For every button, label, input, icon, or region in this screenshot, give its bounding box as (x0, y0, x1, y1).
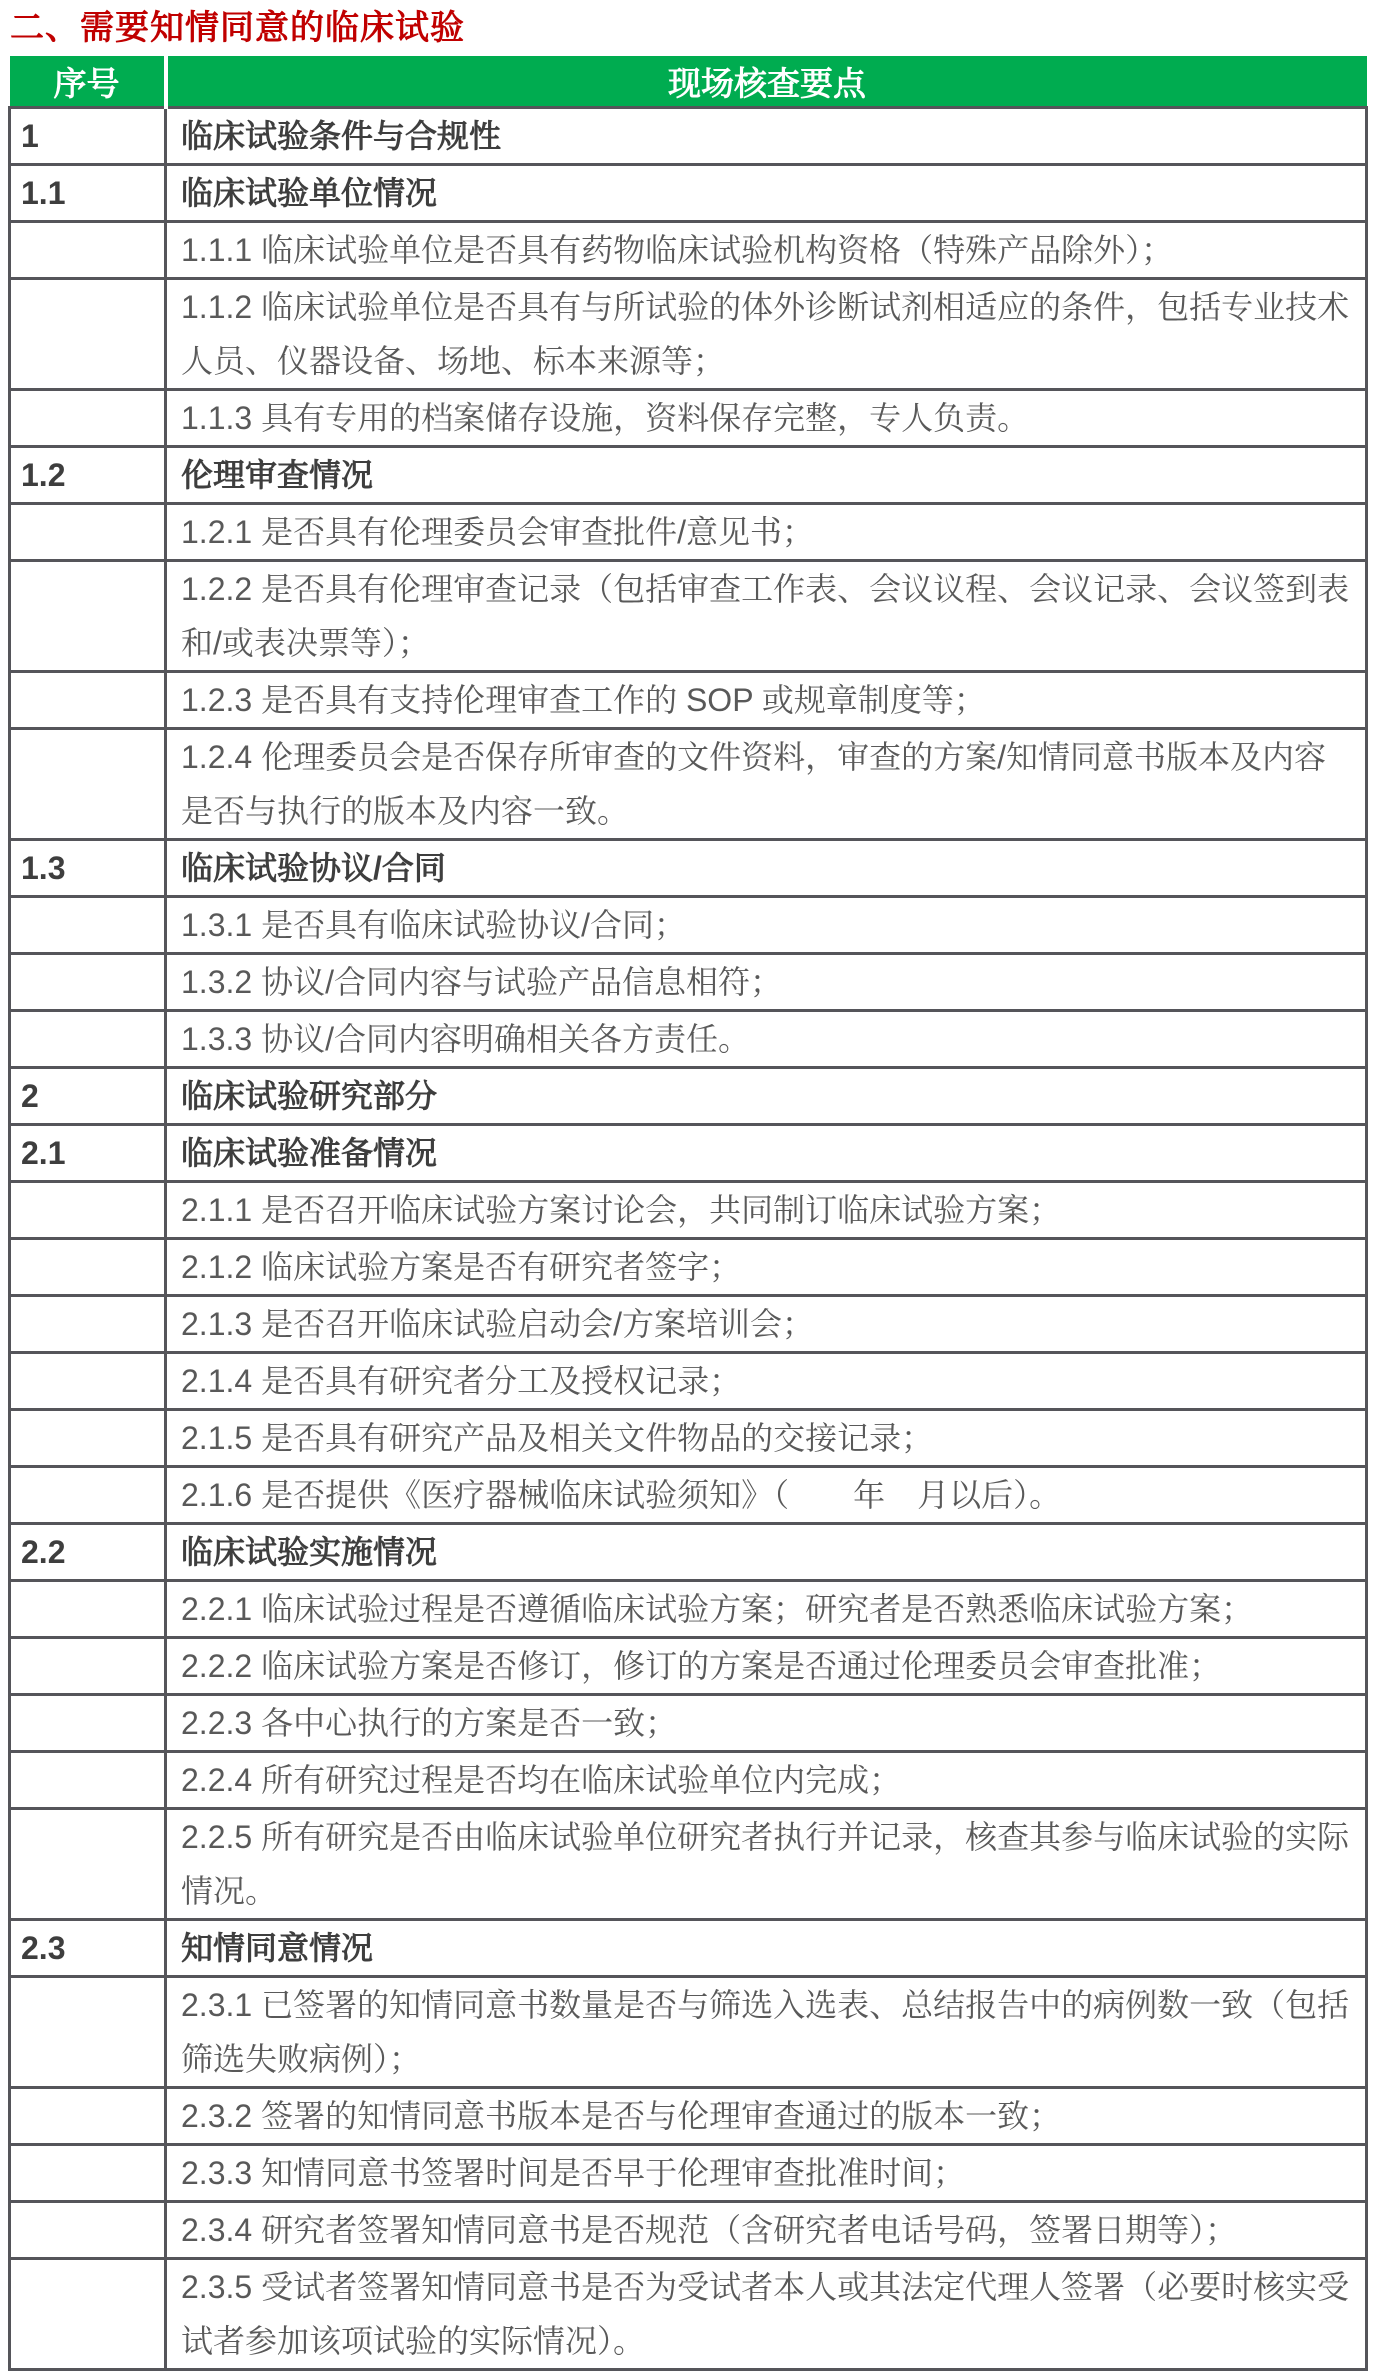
table-row (10, 1068, 1367, 1125)
table-row (10, 2145, 1367, 2202)
row-number-cell (10, 897, 166, 954)
row-number-cell (10, 1182, 166, 1239)
row-content-cell: 2.1.6 是否提供《医疗器械临床试验须知》（ 年 月以后）。 (166, 1467, 1367, 1524)
row-content-cell: 2.2.2 临床试验方案是否修订，修订的方案是否通过伦理委员会审查批准； (166, 1638, 1367, 1695)
row-content-cell: 2.2.1 临床试验过程是否遵循临床试验方案；研究者是否熟悉临床试验方案； (166, 1581, 1367, 1638)
row-content-cell: 临床试验研究部分 (166, 1068, 1367, 1125)
row-number-cell: 1 (10, 108, 166, 165)
row-content-cell: 1.2.3 是否具有支持伦理审查工作的 SOP 或规章制度等； (166, 672, 1367, 729)
table-row (10, 2088, 1367, 2145)
row-content-cell: 1.1.3 具有专用的档案储存设施，资料保存完整，专人负责。 (166, 390, 1367, 447)
row-content-cell: 伦理审查情况 (166, 447, 1367, 504)
row-content-cell: 2.2.5 所有研究是否由临床试验单位研究者执行并记录，核查其参与临床试验的实际情况。 (166, 1809, 1367, 1920)
row-number-cell: 2.1 (10, 1125, 166, 1182)
row-number-cell: 2 (10, 1068, 166, 1125)
row-number-cell: 1.1 (10, 165, 166, 222)
row-content-cell: 临床试验协议/合同 (166, 840, 1367, 897)
row-content-cell: 2.1.3 是否召开临床试验启动会/方案培训会； (166, 1296, 1367, 1353)
table-row (10, 1920, 1367, 1977)
row-number-cell: 2.3 (10, 1920, 166, 1977)
table-row (10, 222, 1367, 279)
row-content-cell: 2.2.4 所有研究过程是否均在临床试验单位内完成； (166, 1752, 1367, 1809)
row-number-cell: 2.2 (10, 1524, 166, 1581)
table-row (10, 897, 1367, 954)
row-content-cell: 临床试验条件与合规性 (166, 108, 1367, 165)
row-number-cell (10, 222, 166, 279)
table-row (10, 2202, 1367, 2259)
row-number-cell (10, 1638, 166, 1695)
table-row (10, 729, 1367, 840)
table-row (10, 840, 1367, 897)
table-row (10, 165, 1367, 222)
table-row (10, 1410, 1367, 1467)
table-row (10, 447, 1367, 504)
row-content-cell: 2.3.1 已签署的知情同意书数量是否与筛选入选表、总结报告中的病例数一致（包括筛选失败病例）； (166, 1977, 1367, 2088)
row-number-cell (10, 1809, 166, 1920)
row-number-cell (10, 1296, 166, 1353)
table-row (10, 1011, 1367, 1068)
table-row (10, 1296, 1367, 1353)
table-row (10, 561, 1367, 672)
table-row (10, 1239, 1367, 1296)
row-content-cell: 1.1.1 临床试验单位是否具有药物临床试验机构资格（特殊产品除外）； (166, 222, 1367, 279)
table-row (10, 672, 1367, 729)
table-row (10, 954, 1367, 1011)
row-content-cell: 临床试验准备情况 (166, 1125, 1367, 1182)
row-number-cell (10, 672, 166, 729)
row-number-cell: 1.3 (10, 840, 166, 897)
table-row (10, 1125, 1367, 1182)
row-number-cell (10, 561, 166, 672)
table-row (10, 2259, 1367, 2370)
row-content-cell: 1.3.2 协议/合同内容与试验产品信息相符； (166, 954, 1367, 1011)
row-number-cell (10, 1695, 166, 1752)
row-number-cell (10, 2088, 166, 2145)
table-row (10, 279, 1367, 390)
row-content-cell: 2.1.1 是否召开临床试验方案讨论会，共同制订临床试验方案； (166, 1182, 1367, 1239)
row-content-cell: 2.1.2 临床试验方案是否有研究者签字； (166, 1239, 1367, 1296)
row-number-cell (10, 2145, 166, 2202)
row-content-cell: 2.3.4 研究者签署知情同意书是否规范（含研究者电话号码，签署日期等）； (166, 2202, 1367, 2259)
row-content-cell: 1.3.1 是否具有临床试验协议/合同； (166, 897, 1367, 954)
row-content-cell: 2.1.4 是否具有研究者分工及授权记录； (166, 1353, 1367, 1410)
row-number-cell (10, 954, 166, 1011)
table-row (10, 504, 1367, 561)
row-content-cell: 临床试验实施情况 (166, 1524, 1367, 1581)
row-content-cell: 1.3.3 协议/合同内容明确相关各方责任。 (166, 1011, 1367, 1068)
table-row (10, 108, 1367, 165)
table-row (10, 1977, 1367, 2088)
row-number-cell (10, 729, 166, 840)
row-content-cell: 1.1.2 临床试验单位是否具有与所试验的体外诊断试剂相适应的条件，包括专业技术人员、仪器设备、场地、标本来源等； (166, 279, 1367, 390)
column-header-number: 序号 (10, 56, 166, 108)
page-title: 二、需要知情同意的临床试验 (10, 9, 465, 47)
row-content-cell: 2.2.3 各中心执行的方案是否一致； (166, 1695, 1367, 1752)
table-row (10, 1353, 1367, 1410)
table-row (10, 1695, 1367, 1752)
row-content-cell: 1.2.4 伦理委员会是否保存所审查的文件资料，审查的方案/知情同意书版本及内容是否与执行的版本及内容一致。 (166, 729, 1367, 840)
row-number-cell (10, 1011, 166, 1068)
row-content-cell: 知情同意情况 (166, 1920, 1367, 1977)
row-number-cell (10, 2259, 166, 2370)
row-content-cell: 临床试验单位情况 (166, 165, 1367, 222)
row-number-cell (10, 1353, 166, 1410)
row-number-cell (10, 1581, 166, 1638)
table-row (10, 390, 1367, 447)
row-number-cell (10, 1410, 166, 1467)
row-content-cell: 1.2.2 是否具有伦理审查记录（包括审查工作表、会议议程、会议记录、会议签到表和/或表决票等）； (166, 561, 1367, 672)
table-row (10, 1638, 1367, 1695)
header-row (10, 56, 1367, 108)
column-header-checkpoints: 现场核查要点 (166, 56, 1367, 108)
row-number-cell (10, 390, 166, 447)
row-number-cell: 1.2 (10, 447, 166, 504)
row-number-cell (10, 504, 166, 561)
table-row (10, 1809, 1367, 1920)
table-row (10, 1752, 1367, 1809)
row-number-cell (10, 279, 166, 390)
row-number-cell (10, 1752, 166, 1809)
row-content-cell: 2.3.2 签署的知情同意书版本是否与伦理审查通过的版本一致； (166, 2088, 1367, 2145)
row-number-cell (10, 2202, 166, 2259)
row-content-cell: 2.1.5 是否具有研究产品及相关文件物品的交接记录； (166, 1410, 1367, 1467)
table-row (10, 1581, 1367, 1638)
row-number-cell (10, 1977, 166, 2088)
row-content-cell: 2.3.5 受试者签署知情同意书是否为受试者本人或其法定代理人签署（必要时核实受试者参加该项试验的实际情况）。 (166, 2259, 1367, 2370)
table-row (10, 1467, 1367, 1524)
table-row (10, 1182, 1367, 1239)
row-content-cell: 2.3.3 知情同意书签署时间是否早于伦理审查批准时间； (166, 2145, 1367, 2202)
row-content-cell: 1.2.1 是否具有伦理委员会审查批件/意见书； (166, 504, 1367, 561)
audit-checkpoints-table (8, 56, 1368, 2371)
table-row (10, 1524, 1367, 1581)
row-number-cell (10, 1239, 166, 1296)
row-number-cell (10, 1467, 166, 1524)
